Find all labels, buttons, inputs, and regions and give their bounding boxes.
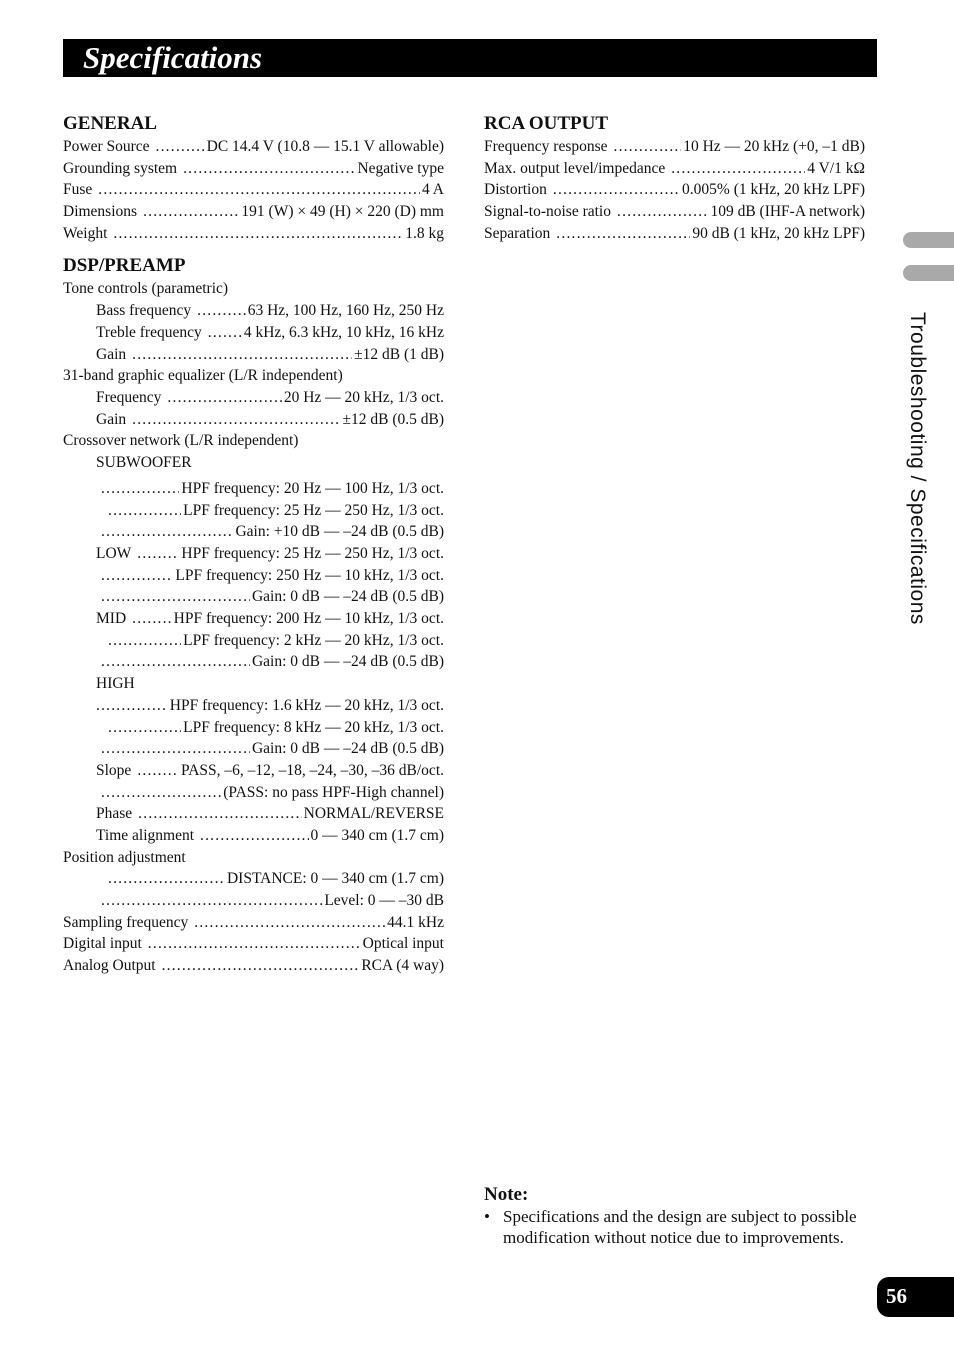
dot-leader (137, 543, 179, 565)
spec-label: Sampling frequency (63, 913, 189, 931)
spec-label: Weight (63, 224, 108, 242)
spec-row-grounding (63, 158, 444, 180)
spec-value: 63 Hz, 100 Hz, 160 Hz, 250 Hz (247, 302, 444, 320)
spec-label: Slope (96, 761, 132, 779)
spec-row-weight (63, 223, 444, 245)
spec-label: Power Source (63, 138, 150, 155)
spec-label: Bass frequency (96, 302, 192, 320)
spec-label: Digital input (63, 935, 142, 953)
dot-leader (113, 223, 403, 245)
spec-row-slope (63, 760, 444, 782)
section-side-text: Troubleshooting / Specifications (906, 312, 929, 625)
page-number: 56 (886, 1284, 907, 1308)
spec-value: 1.8 kg (405, 224, 444, 242)
spec-row-high-lpf (63, 717, 444, 739)
rca-heading: RCA OUTPUT (484, 113, 609, 134)
spec-row-tone-gain (63, 344, 444, 366)
spec-row-treble (63, 322, 444, 344)
dot-leader (101, 565, 173, 587)
dot-leader (96, 695, 168, 717)
dot-leader (138, 803, 301, 825)
spec-row-geq-freq (63, 387, 444, 409)
spec-value: 90 dB (1 kHz, 20 kHz LPF) (692, 224, 865, 242)
spec-label: Separation (484, 224, 551, 242)
spec-value: HPF frequency: 25 Hz — 250 Hz, 1/3 oct. (181, 545, 444, 562)
spec-label: Grounding system (63, 159, 178, 177)
spec-row-dimensions (63, 201, 444, 223)
spec-value: 0.005% (1 kHz, 20 kHz LPF) (682, 181, 865, 199)
spec-value: LPF frequency: 250 Hz — 10 kHz, 1/3 oct. (175, 566, 444, 584)
spec-label: Distortion (484, 181, 547, 199)
section-side-label (897, 312, 947, 662)
spec-subhead: 31-band graphic equalizer (L/R independent) (63, 367, 343, 385)
spec-value: HPF frequency: 1.6 kHz — 20 kHz, 1/3 oct. (169, 696, 444, 714)
right-column (484, 112, 865, 244)
dsp-heading: DSP/PREAMP (63, 255, 186, 277)
note-block (484, 1183, 865, 1248)
spec-row-sub-lpf (63, 500, 444, 522)
spec-subhead: HIGH (96, 675, 135, 693)
spec-value: Gain: +10 dB — –24 dB (0.5 dB) (235, 523, 444, 541)
spec-row-high-gain (63, 738, 444, 760)
spec-row-level (63, 890, 444, 912)
spec-value: LPF frequency: 8 kHz — 20 kHz, 1/3 oct. (183, 718, 444, 736)
spec-value: HPF frequency: 20 Hz — 100 Hz, 1/3 oct. (181, 479, 444, 497)
dot-leader (183, 158, 355, 180)
spec-value: DISTANCE: 0 — 340 cm (1.7 cm) (226, 870, 444, 888)
spec-value: Negative type (357, 159, 444, 177)
spec-value: 10 Hz — 20 kHz (+0, –1 dB) (683, 138, 865, 155)
spec-subhead: SUBWOOFER (96, 453, 192, 471)
dot-leader (137, 760, 179, 782)
dot-leader (101, 586, 250, 608)
spec-row-separation (484, 223, 865, 245)
spec-row-mid-lpf (63, 630, 444, 652)
spec-row-low-hpf (63, 543, 444, 565)
page-title-bar (63, 39, 877, 77)
spec-value: (PASS: no pass HPF-High channel) (223, 783, 444, 801)
spec-label: Analog Output (63, 957, 156, 975)
dot-leader (108, 500, 181, 522)
dot-leader (108, 868, 225, 890)
dot-leader (98, 179, 420, 201)
dot-leader (108, 717, 181, 739)
general-heading: GENERAL (63, 113, 157, 134)
spec-value: 4 kHz, 6.3 kHz, 10 kHz, 16 kHz (243, 323, 444, 341)
dot-leader (194, 912, 385, 934)
spec-row-fuse (63, 179, 444, 201)
spec-row-geq-gain (63, 409, 444, 431)
spec-value: NORMAL/REVERSE (303, 805, 444, 823)
dot-leader (101, 890, 322, 912)
spec-value: 20 Hz — 20 kHz, 1/3 oct. (283, 388, 444, 406)
dot-leader (208, 322, 242, 344)
spec-row-low-lpf (63, 565, 444, 587)
spec-value: 4 V/1 kΩ (807, 159, 865, 177)
spec-value: RCA (4 way) (361, 957, 444, 975)
spec-value: PASS, –6, –12, –18, –24, –30, –36 dB/oct. (181, 761, 444, 779)
page-number-tab (877, 1277, 954, 1317)
spec-value: HPF frequency: 200 Hz — 10 kHz, 1/3 oct. (173, 610, 444, 628)
spec-row-max-output (484, 158, 865, 180)
dot-leader (101, 651, 250, 673)
spec-row-snr (484, 201, 865, 223)
spec-label: Gain (96, 345, 127, 363)
spec-value: Level: 0 — –30 dB (324, 892, 444, 909)
spec-value: 109 dB (IHF-A network) (710, 203, 865, 221)
spec-row-time-alignment (63, 825, 444, 847)
spec-label: Fuse (63, 181, 93, 199)
spec-row-analog-output (63, 955, 444, 977)
spec-value: 191 (W) × 49 (H) × 220 (D) mm (241, 203, 444, 221)
spec-subhead: Tone controls (parametric) (63, 280, 229, 298)
spec-label: Gain (96, 410, 127, 428)
dot-leader (156, 136, 205, 158)
spec-value: 44.1 kHz (387, 913, 444, 931)
note-text: Specifications and the design are subject to possible modification without notice due to improvements. (503, 1207, 857, 1247)
spec-label: Frequency (96, 388, 162, 406)
spec-subhead: Position adjustment (63, 848, 186, 866)
dot-leader (167, 387, 281, 409)
spec-value: Gain: 0 dB — –24 dB (0.5 dB) (251, 740, 444, 758)
bullet-icon: • (484, 1207, 490, 1226)
spec-value: ±12 dB (1 dB) (354, 345, 444, 363)
section-tab-marker (903, 265, 954, 281)
spec-row-frequency-response (484, 136, 865, 158)
spec-label: Frequency response (484, 138, 608, 155)
spec-value: Gain: 0 dB — –24 dB (0.5 dB) (251, 653, 444, 671)
dot-leader (143, 201, 239, 223)
spec-row-bass (63, 300, 444, 322)
spec-row-high-hpf (63, 695, 444, 717)
spec-row-slope-note (63, 782, 444, 804)
dot-leader (197, 300, 246, 322)
dot-leader (162, 955, 360, 977)
spec-value: 4 A (422, 181, 444, 199)
section-tab-marker (903, 232, 954, 248)
note-item (484, 1207, 865, 1248)
dot-leader (200, 825, 309, 847)
spec-row-sub-hpf (63, 478, 444, 500)
spec-row-mid-gain (63, 651, 444, 673)
spec-label: Treble frequency (96, 323, 202, 341)
spec-value: DC 14.4 V (10.8 — 15.1 V allowable) (206, 138, 444, 155)
spec-subhead: Crossover network (L/R independent) (63, 432, 299, 450)
left-column (63, 112, 444, 977)
dot-leader (556, 223, 690, 245)
spec-value: Gain: 0 dB — –24 dB (0.5 dB) (251, 588, 444, 606)
spec-row-phase (63, 803, 444, 825)
spec-value: ±12 dB (0.5 dB) (342, 410, 444, 428)
dot-leader (148, 933, 361, 955)
spec-row-sub-gain (63, 521, 444, 543)
note-heading: Note: (484, 1184, 529, 1205)
dot-leader (108, 630, 181, 652)
spec-label: MID (96, 610, 127, 628)
spec-label: Signal-to-noise ratio (484, 203, 611, 221)
spec-row-distance (63, 868, 444, 890)
spec-row-mid-hpf (63, 608, 444, 630)
dot-leader (614, 136, 682, 158)
spec-row-sampling (63, 912, 444, 934)
spec-label: Phase (96, 805, 133, 823)
dot-leader (617, 201, 708, 223)
spec-value: Optical input (362, 935, 444, 953)
dot-leader (553, 179, 680, 201)
spec-label: Dimensions (63, 203, 138, 221)
spec-label: LOW (96, 545, 132, 562)
spec-row-distortion (484, 179, 865, 201)
page-title: Specifications (83, 40, 263, 75)
spec-value: 0 — 340 cm (1.7 cm) (310, 826, 444, 844)
dot-leader (132, 409, 340, 431)
spec-row-digital-input (63, 933, 444, 955)
spec-label: Time alignment (96, 826, 195, 844)
dot-leader (101, 521, 233, 543)
dot-leader (671, 158, 805, 180)
spec-row-low-gain (63, 586, 444, 608)
spec-label: Max. output level/impedance (484, 159, 666, 177)
dot-leader (101, 478, 179, 500)
dot-leader (132, 344, 352, 366)
spec-value: LPF frequency: 25 Hz — 250 Hz, 1/3 oct. (183, 501, 444, 519)
spec-value: LPF frequency: 2 kHz — 20 kHz, 1/3 oct. (183, 631, 444, 649)
dot-leader (101, 738, 250, 760)
spec-row-power-source (63, 136, 444, 158)
dot-leader (101, 782, 221, 804)
dot-leader (132, 608, 172, 630)
